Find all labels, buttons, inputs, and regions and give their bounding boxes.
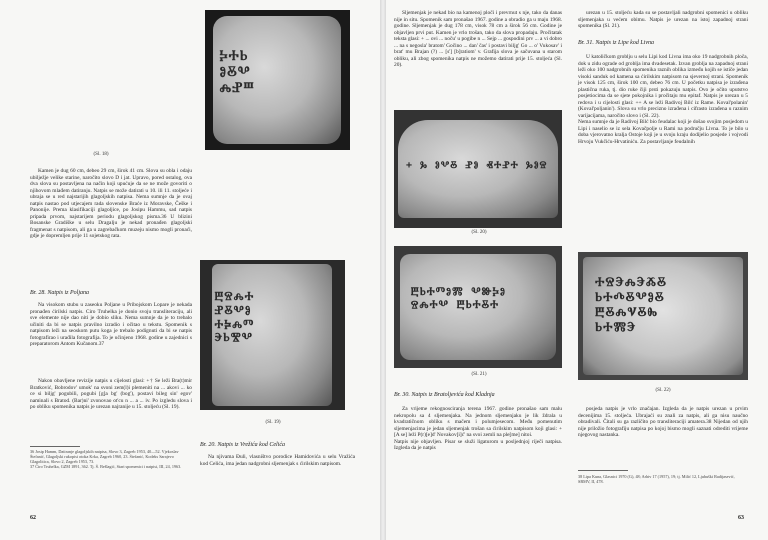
- figure-21-photo: [394, 246, 562, 368]
- figure-19-inscription: ⰁⰔⰎⰀ ⰐⰋⰂⰑ ⰀⰍⰎⰕ ⰅⰓⰊⰂ: [214, 289, 255, 345]
- footnote-separator: [30, 446, 80, 447]
- figure-22-photo: [578, 252, 748, 380]
- figure-18-photo: [205, 10, 350, 150]
- paragraph-20: Na njivama Đuli, vlasništvo porodice Hamidovića u selu Vražića kod Celića, ima jedan nadgrobni sljemenjak s ćirilskim natpisom.: [200, 454, 355, 467]
- intro-paragraph: Kamen je dug 60 cm, debeo 29 cm, širok 41 cm. Slova su obla i odaju ubilježje velike starine, naročito slovo D i jat. Upravo, pored ostalog, ova dva slova su postavljena na način koji upućuje da se ne može govoriti o njihovom mlađem datiranju. Natpis se može datirati u 10. ili 11. stoljeće i ubraja se u red najstarijih glagoljskih natpisa. Nema sumnje da je ovaj natpis nastao pod utjecajem rada slovenske Braće iz Moravske, Češke i Panonije. Prema klasifikaciji glagoljice, po Josipu Hammu, sad natpis pripada prvom, najstarijem periodu glagoljskog pisma.36 U blizini Bosanske Gradiške u selu Dragalju je nekad pronađen glagoljski fragmenat s natpisom, ali ga u zagrebačkom muzeju nismo mogli pronaći, gdje je dopremljen prije 11 sojetskog rata.: [30, 168, 192, 239]
- column-2-top: urezan u 15. stoljeću kada su se postavljali nadgrobni spomenici u obliku sljemenjaka u većem obimu. Natpis je urezan na istoj zapadnoj strani spomenika (Sl. 21).: [578, 10, 748, 29]
- figure-22-inscription: ⰀⰔⰅⰎⰅⰆⰋ ⰓⰀⰄⰋⰂⰑⰋ ⰁⰋⰎⰜⰋⰈ ⰓⰀⰏⰅ: [595, 275, 668, 335]
- right-page: [386, 0, 768, 540]
- figure-20-caption: (Sl. 20): [471, 230, 487, 235]
- figure-20-photo: [394, 110, 562, 228]
- footnote-separator-right: [578, 470, 628, 471]
- heading-inscription-28: Br. 28. Natpis iz Poljana: [30, 290, 90, 296]
- column-2-middle: U katoličkom groblju u selu Lipi kod Livna ima oko 19 nadgrobnih ploča, dok u zidu ograde od groblja ima dvadesetak. Izvan groblja na zapadnoj strani leži oko 100 nadgrobnih spomenika raznih oblika između kojih se ističe jedan visoki sanduk od kamena sa ćirilskim natpisom na sjevernoj strani. Spomenik je visok 125 cm, širok 100 cm, debeo 76 cm. U početku natpisa je izrađena plastična ruka, tj. dio ruke čiji prsti pokazuju natpis. Ovo je očito uputstvo posjetiocima da se sjete pokojnika i pročitaju mu epitaf. Natpis je urezan u 5 redova i u cijelosti glasi: ++ A se leži Radivoj Bilć iz Rame. Koval'polanin' (Koval'poljanin'). Slova su vrlo precizno izrađena i cifrasto izrađena u raznim varijacijama, naročito slovo i (Sl. 22). Nema sumnje da je Radivoj Bilć bio feudalac koji je došao svojim posjedom u Lipi i naselio se iz sela Kovačpolje u Rami na području Livna. To je bilo u doba vjerovatno kralja Ostoje koji je u svoju kraju dodijelio posjede i vojvodi Hrvoju Vukčiću-Hrvatiniću. Za postavljanje feudalnih: [578, 54, 748, 145]
- paragraph-28b: Nakon obavljene revizije natpis u cijelosti glasi: +† Se leži Bra(t)mir Bratković, Bobrodov' umok' na svoni zem(l)i plemeniti na ... akovi ... ko ce si biljg' pogubili, pogubi [g]a bg' (bog'), postavi bileg sin' egov' naminali s Bratod. (Bar)ni' zvonovao ot'cu n ... a ... iv. Po izgledu slova i po obliku spomenika natpis je urezan najranije u 15. stoljeću (Sl. 19).: [30, 378, 192, 410]
- figure-19-photo: [200, 260, 345, 410]
- footnotes-left: 36 Josip Hamm, Datiranje glagoljskih natpisa, Slovo 3, Zagreb 1953, 40—52. Vjekoslav Štefanić, Glagoljski rukopisi otoka Krka, Zagreb 1960, 23. Štefanić, Kodeks Sarajevo Glagolitica, Slovo 2, Zagreb 1953, 73. 37 Ćiro Truhelka, GZM 1891, 362. Tj. Š. Bešlagić, Stari spomenici i natpisi, III, 24, 1963.: [30, 449, 182, 470]
- figure-18-caption: (Sl. 18): [93, 152, 109, 157]
- column-1-top: Sljemenjak je nekad bio na kamenoj ploči i prevrnut s nje, tako da danas nije in situ. Spomenik sam pronašao 1967. godine a obradio ga u maju 1968. godine. Sljemenjak je dug 178 cm, visok 78 cm a širok 56 cm. Godine je objavljen prvi put. Kamen je vrlo trošan, tako da slova propadaju. Pročitatak teksta glasi: + ... ovi ... noču' u pogibe n ... Sejp ... gospodini prv ... a vi dobro ... na s negosla' bratom' Gočino ... dan' čas' i postavi biljg' Go ... o' Vukosav' i brat' mu Brajan (?) ... [s'] [b]ratiom' v. Grafija slova je sačuvana u starom obliku, ali zbog spomenika natpis ne možemo datirati prije 15. stoljeća (Sl. 20).: [394, 10, 562, 68]
- figure-21-caption: (Sl. 21): [471, 372, 487, 377]
- figure-21-inscription: ⰁⰓⰀⰕⰑⰏ ⰂⰖⰍⰑ ⰔⰎⰀⰂ ⰁⰓⰀⰋⰀ: [410, 285, 507, 311]
- heading-inscription-30: Br. 30. Natpis iz Bratoljevića kod Kladnja: [394, 392, 495, 398]
- footnote-38: 38 Lipa Kuna, Glasnici 1970 (G), 48; Arhiv 17 (1957), 19; tj. Milić 12, Ljubuški Radijasević, SBMV, II, 478.: [578, 474, 735, 485]
- column-1-bottom: Za vrijeme rekognosciranja terena 1967. godine pronašao sam malu nekropolu sa 4 sljemenjaka. Na jednom sljemenjaku je lik ždrala u kvadratičnom obliku s mačem i polumjesecom. Među pomenutim sljemenjacima je jedan sljemenjak trošan sa ćirilskim natpisom koji glasi: +[A se] leži P(r)[e]d' Novakov[i]ć' na svoi zemli na ple[me] nitoi. Natpis nije objavljen. Pisar se služi ligaturom u posljednjoj riječi natpisa. Izgleda da je natpis: [394, 406, 562, 451]
- figure-20-inscription: + Ⰳ ⰑⰂⰋ ⰐⰑ ⰟⰀⰐⰀ ⰃⰑⰔ: [406, 160, 548, 171]
- figure-18-inscription: ⰍⰀⰓ ⰑⰋⰂ ⰎⰐⰞ: [219, 48, 255, 97]
- column-2-bottom: posjeda natpis je vrlo značajan. Izgleda da je natpis urezan u prvim decenijima 15. stoljeća. Ubrajaći su znali za natpis, ali ga nisu naučno obradivali. Čitali su ga različito po transliteraciji amatera.38 Nijedan od njih nije priložio fotografiju natpisa po kojoj bismo mogli saznati odrediti vrijeme njegovog nastanka.: [578, 406, 748, 438]
- figure-19-caption: (Sl. 19): [265, 420, 281, 425]
- heading-inscription-20: Br. 20. Natpis iz Vrežića kod Celića: [200, 442, 285, 448]
- left-page: [0, 0, 380, 540]
- page-number-left: 62: [30, 515, 36, 521]
- page-number-right: 63: [738, 515, 744, 521]
- figure-22-caption: (Sl. 22): [655, 388, 671, 393]
- heading-inscription-31: Br. 31. Natpis iz Lipe kod Livna: [578, 40, 655, 46]
- paragraph-28a: Na visokom stubu u zaseoku Poljane u Pribojskom Lopare je nekada pronađen ćirilski natpis. Ciro Truhelka je donio svoju transliteraciju, ali sve elemente nije dao niti je dobio sliku. Nema sumnje da je to trebalo učiniti da bi se natpis pravilno izradio i očitao u tekstu. Spomenik s natpisom leži na seoskom putu koga je trebalo podignuti da bi se natpis fotografirao i urađila fotografija. To je učinjeno 1968. godine u zajednici s preparatorom Antom Kučanom.37: [30, 302, 192, 347]
